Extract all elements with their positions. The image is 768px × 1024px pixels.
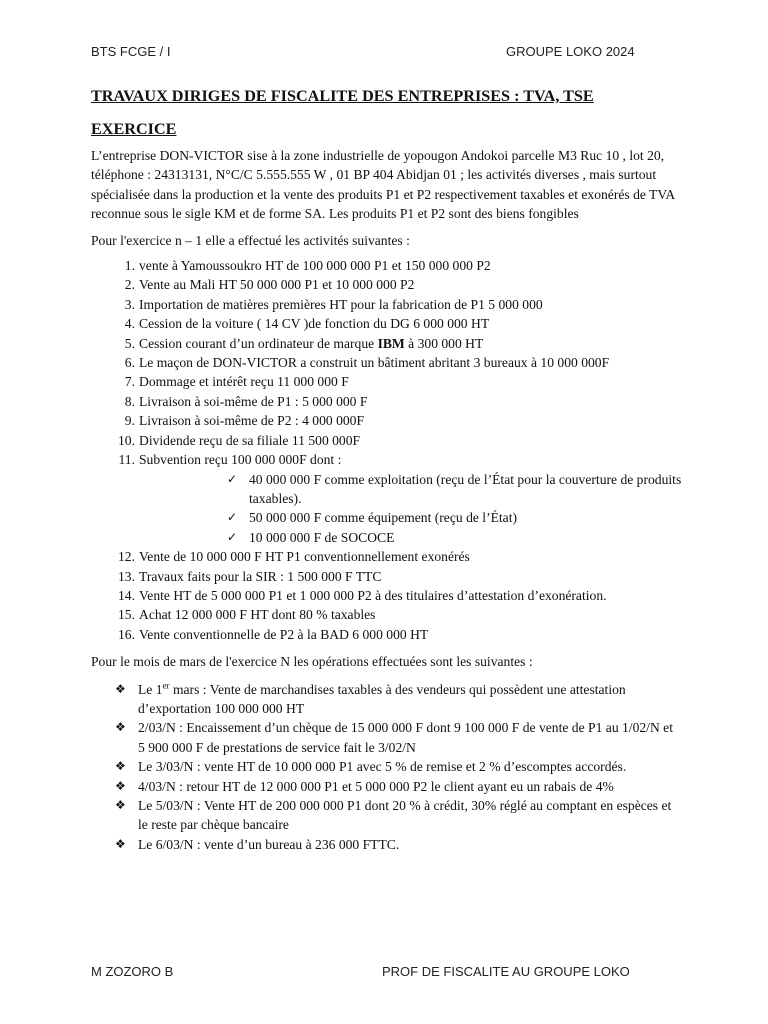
item-number: 3.	[124, 296, 135, 312]
item-text: Vente HT de 5 000 000 P1 et 1 000 000 P2 à des titulaires d’attestation d’exonération.	[139, 587, 607, 603]
op-text: Le 6/03/N : vente d’un bureau à 236 000 FTTC.	[138, 836, 400, 852]
subsidy-list	[139, 470, 691, 548]
list-item	[91, 757, 691, 776]
list-item	[91, 796, 691, 835]
march-operations-list	[91, 680, 691, 855]
op-text: 4/03/N : retour HT de 12 000 000 P1 et 5 000 000 P2 le client ayant eu un rabais de 4%	[138, 778, 614, 794]
header-right: GROUPE LOKO 2024	[506, 44, 635, 59]
item-text: Subvention reçu 100 000 000F dont :	[139, 452, 342, 468]
list-item	[91, 450, 691, 547]
list-item	[91, 625, 691, 644]
intro-paragraph: L’entreprise DON-VICTOR sise à la zone industrielle de yopougon Andokoi parcelle M3 Ruc 10 , lot 20, téléphone : 24313131, N°C/C 5.555.555 W , 01 BP 404 Abidjan 01 ; les activités diverses , mais surtout spécialisée dans la production et la vente des produits P1 et P2 respectivement taxables et exonérés de TVA reconnue sous le sigle KM et de forme SA. Les produits P1 et P2 sont des biens fongibles	[91, 148, 675, 222]
item-number: 7.	[124, 374, 135, 390]
item-text: vente à Yamoussoukro HT de 100 000 000 P1 et 150 000 000 P2	[139, 258, 491, 274]
item-number: 10.	[118, 432, 135, 448]
item-number: 14.	[118, 587, 135, 603]
item-text: Travaux faits pour la SIR : 1 500 000 F TTC	[139, 568, 382, 584]
list-item	[91, 392, 691, 411]
list-item	[91, 295, 691, 314]
item-text: Vente au Mali HT 50 000 000 P1 et 10 000 000 P2	[139, 277, 415, 293]
list-item	[91, 256, 691, 275]
item-number: 12.	[118, 549, 135, 565]
item-number: 9.	[124, 413, 135, 429]
item-text: Livraison à soi-même de P2 : 4 000 000F	[139, 413, 365, 429]
list-item	[91, 835, 691, 854]
list-item	[91, 605, 691, 624]
list-item	[91, 680, 691, 719]
item-number: 8.	[124, 393, 135, 409]
diamond-bullet-icon: ❖	[115, 720, 126, 735]
item-number: 4.	[124, 316, 135, 332]
list-item	[91, 431, 691, 450]
header-left: BTS FCGE / I	[91, 44, 171, 59]
subsidy-text: 10 000 000 F de SOCOCE	[249, 529, 395, 545]
op-text-pre: Le 1	[138, 681, 163, 697]
item-number: 13.	[118, 568, 135, 584]
document-body	[91, 86, 691, 854]
item-number: 16.	[118, 626, 135, 642]
intro-exercise-n1: Pour l'exercice n – 1 elle a effectué les activités suivantes :	[91, 232, 410, 248]
item-text: Cession de la voiture ( 14 CV )de fonction du DG 6 000 000 HT	[139, 316, 490, 332]
diamond-bullet-icon: ❖	[115, 798, 126, 812]
item-number: 11.	[118, 452, 135, 468]
list-item	[91, 334, 691, 353]
exercise-heading: EXERCICE	[91, 120, 177, 138]
list-item	[91, 372, 691, 391]
item-number: 6.	[124, 355, 135, 371]
subsidy-item	[139, 470, 691, 509]
item-number: 5.	[124, 335, 135, 351]
item-text: Achat 12 000 000 F HT dont 80 % taxables	[139, 607, 376, 623]
diamond-bullet-icon: ❖	[115, 778, 126, 793]
list-item	[91, 547, 691, 566]
item-text: Dommage et intérêt reçu 11 000 000 F	[139, 374, 349, 390]
intro-exercise-n: Pour le mois de mars de l'exercice N les opérations effectuées sont les suivantes :	[91, 654, 533, 670]
item-text-pre: Cession courant d’un ordinateur de marque	[139, 335, 378, 351]
item-number: 2.	[124, 277, 135, 293]
item-text-post: à 300 000 HT	[404, 335, 484, 351]
subsidy-item	[139, 528, 691, 547]
item-text: Le maçon de DON-VICTOR a construit un bâtiment abritant 3 bureaux à 10 000 000F	[139, 355, 610, 371]
footer-right: PROF DE FISCALITE AU GROUPE LOKO	[382, 964, 630, 979]
footer-left: M ZOZORO B	[91, 964, 174, 979]
list-item	[91, 275, 691, 294]
subsidy-text: 40 000 000 F comme exploitation (reçu de l’État pour la couverture de produits taxables).	[249, 471, 682, 506]
list-item	[91, 718, 691, 757]
op-text: Le 3/03/N : vente HT de 10 000 000 P1 avec 5 % de remise et 2 % d’escomptes accordés.	[138, 759, 627, 775]
item-text: Livraison à soi-même de P1 : 5 000 000 F	[139, 393, 368, 409]
item-text: Vente de 10 000 000 F HT P1 conventionnellement exonérés	[139, 549, 470, 565]
page-title: TRAVAUX DIRIGES DE FISCALITE DES ENTREPRISES : TVA, TSE	[91, 87, 594, 105]
list-item	[91, 411, 691, 430]
activities-list	[91, 256, 691, 644]
item-number: 1.	[124, 258, 135, 274]
item-text: Importation de matières premières HT pour la fabrication de P1 5 000 000	[139, 296, 543, 312]
ordinal-suffix: er	[162, 680, 170, 691]
list-item	[91, 567, 691, 586]
list-item	[91, 777, 691, 796]
list-item	[91, 353, 691, 372]
op-text: 2/03/N : Encaissement d’un chèque de 15 000 000 F dont 9 100 000 F de vente de P1 au 1/02/N et 5 900 000 F de prestations de service fait le 3/02/N	[138, 720, 673, 755]
op-text-post: mars : Vente de marchandises taxables à des vendeurs qui possèdent une attestation d’exportation 100 000 000 HT	[138, 681, 626, 716]
item-text: Dividende reçu de sa filiale 11 500 000F	[139, 432, 361, 448]
subsidy-text: 50 000 000 F comme équipement (reçu de l’État)	[249, 510, 518, 526]
check-icon: ✓	[227, 471, 238, 486]
item-number: 15.	[118, 607, 135, 623]
diamond-bullet-icon: ❖	[115, 836, 126, 851]
diamond-bullet-icon: ❖	[115, 759, 126, 774]
diamond-bullet-icon: ❖	[115, 681, 126, 696]
op-text: Le 5/03/N : Vente HT de 200 000 000 P1 dont 20 % à crédit, 30% réglé au comptant en espèces et le reste par chèque bancaire	[138, 798, 672, 833]
list-item	[91, 314, 691, 333]
subsidy-item	[139, 508, 691, 527]
check-icon: ✓	[227, 510, 238, 525]
item-text: Vente conventionnelle de P2 à la BAD 6 000 000 HT	[139, 626, 429, 642]
check-icon: ✓	[227, 529, 238, 544]
brand-name: IBM	[377, 335, 405, 351]
list-item	[91, 586, 691, 605]
